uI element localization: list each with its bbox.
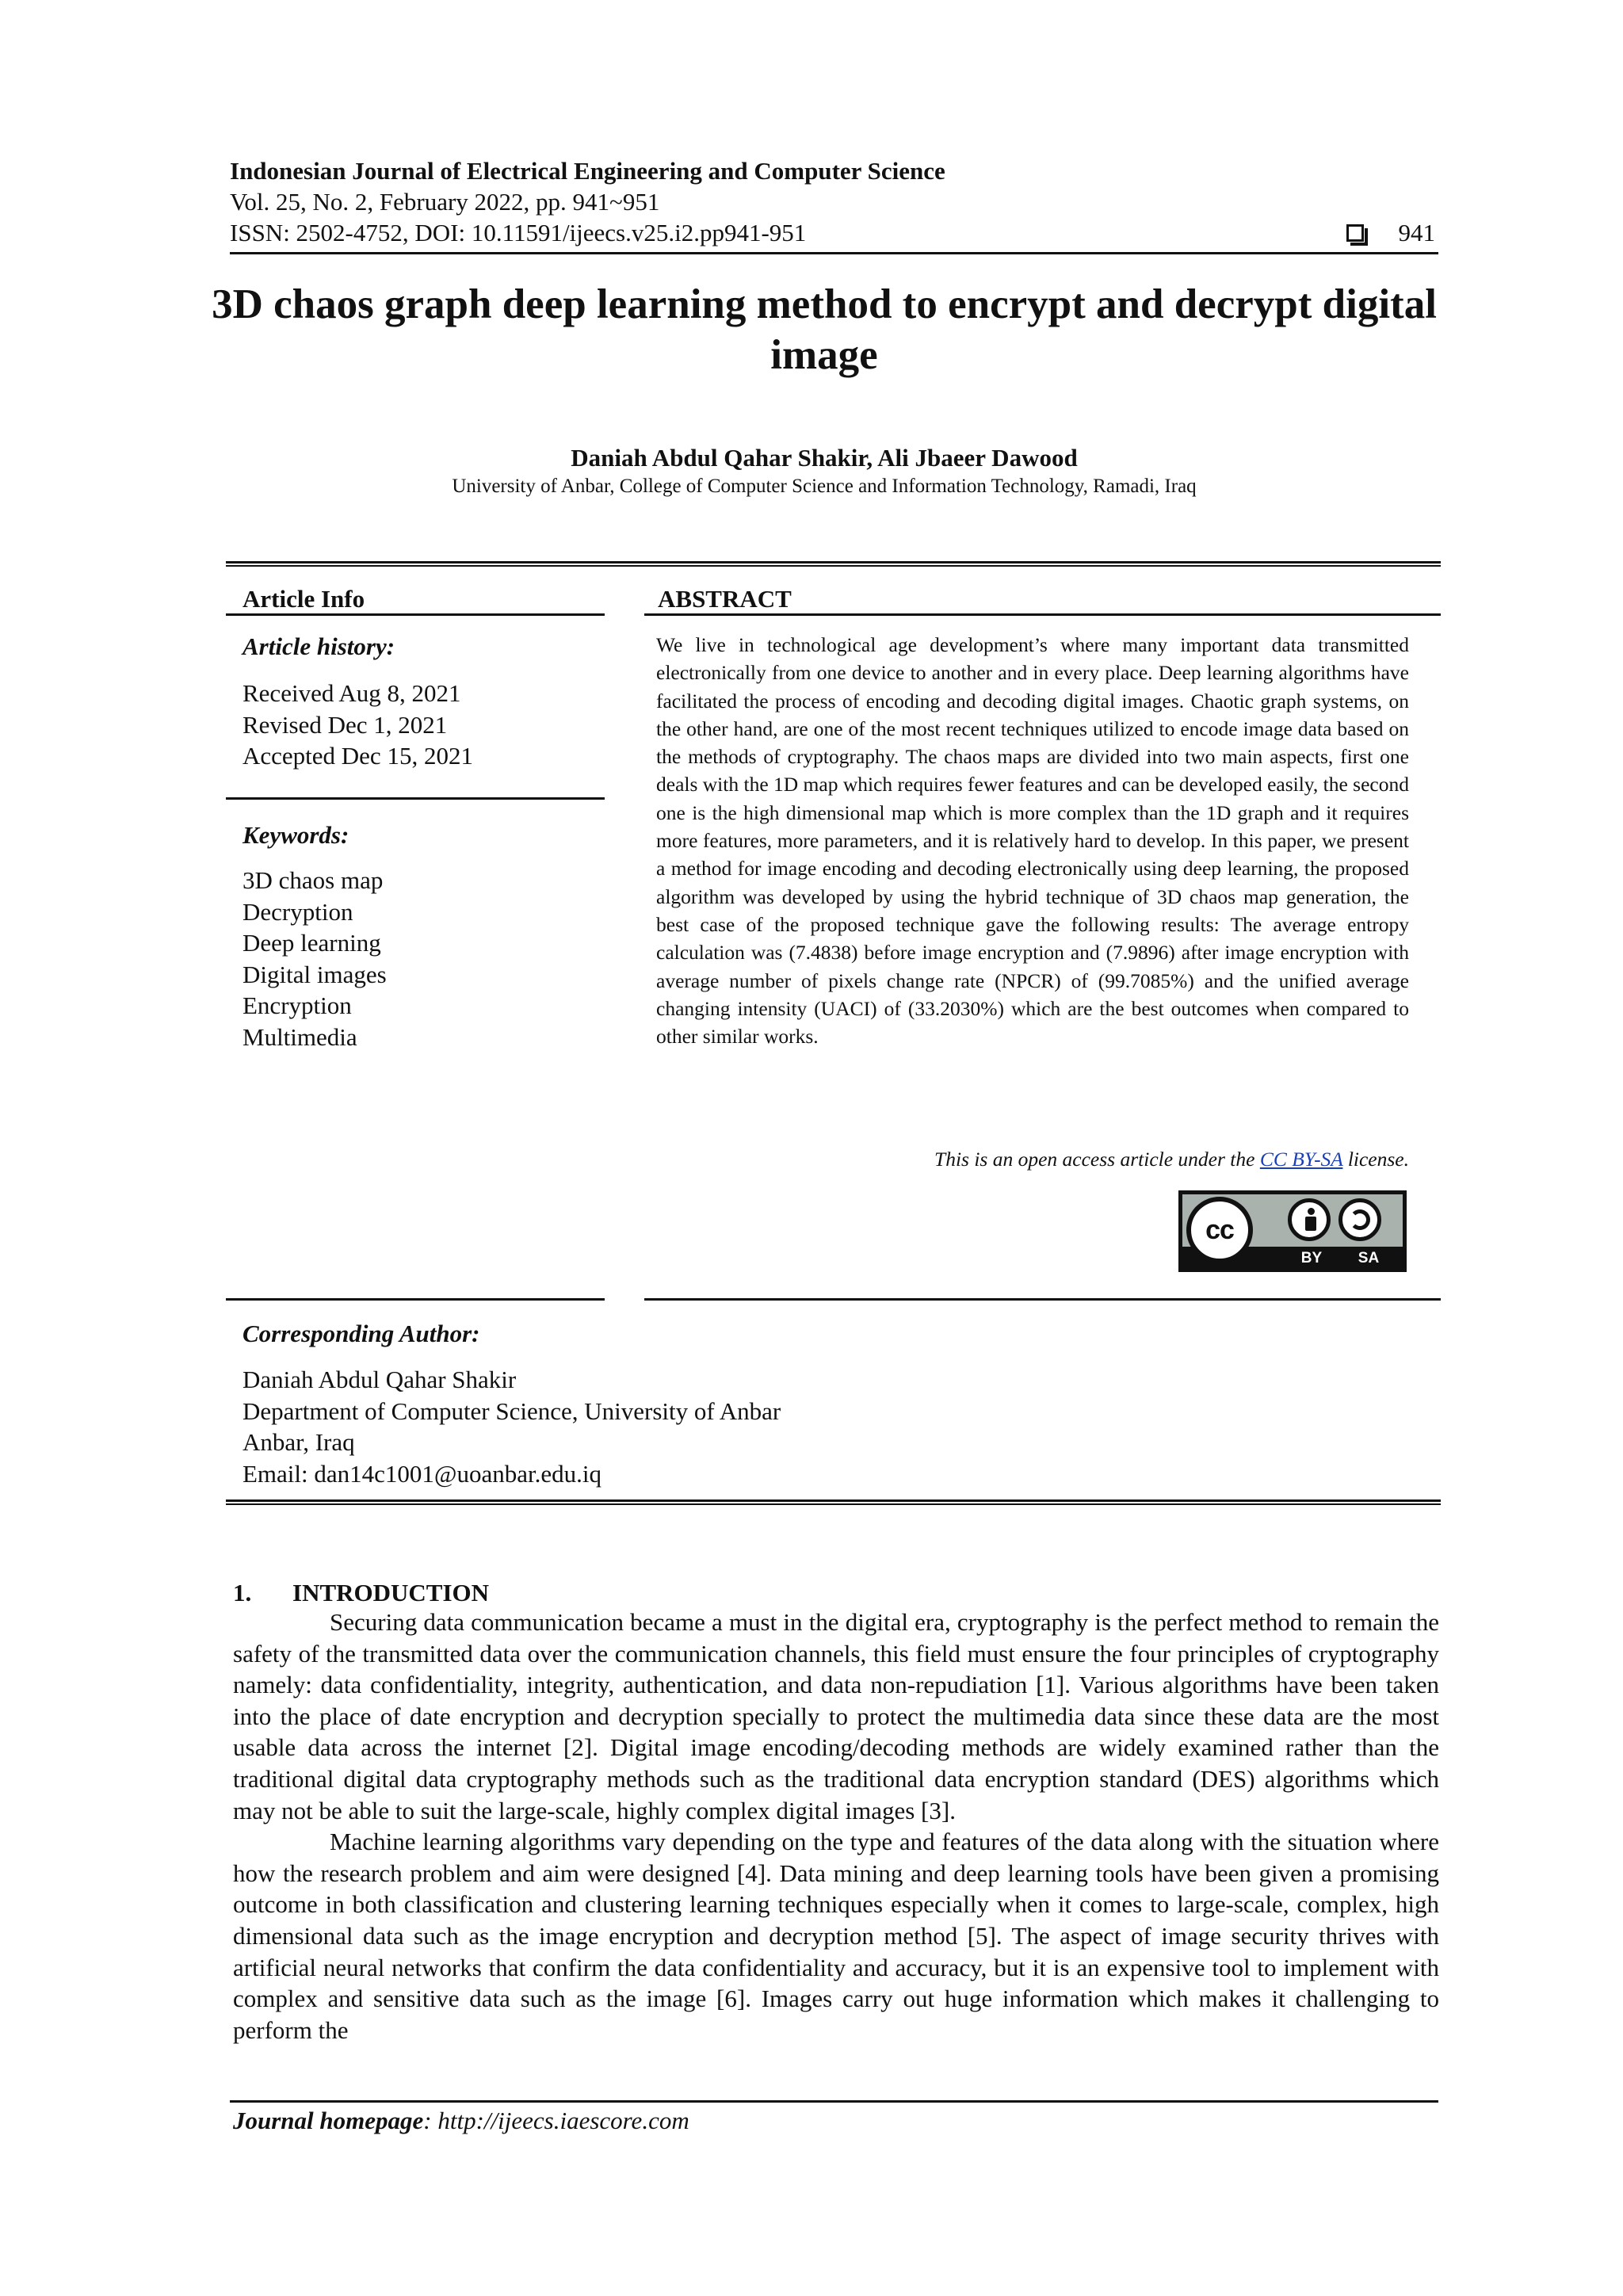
- license-suffix: license.: [1347, 1148, 1409, 1171]
- accepted-date: Accepted Dec 15, 2021: [242, 742, 473, 770]
- abstract-text: We live in technological age development’s where many important data transmitted electronically from one device to another and in every place. Deep learning algorithms have facilitated the process of encoding and decoding digital images. Chaotic graph systems, on the other hand, are one of the most recent techniques utilized to encode image data based on the methods of cryptography. The chaos maps are divided into two main aspects, first one deals with the 1D map which requires fewer features and can be developed easily, the second one is the high dimensional map which is more complex than the 1D graph and it requires more features, more parameters, and it is relatively hard to develop. In this paper, we present a method for image encoding and decoding electronically using deep learning, the proposed algorithm was developed by using the hybrid technique of 3D chaos map generation, the best case of the proposed technique gave the following results: The average entropy calculation was (7.4838) before image encryption and (7.9896) after image encryption with average number of pixels change rate (NPCR) of (99.7085%) and the unified average changing intensity (UACI) of (33.2030%) which are the best outcomes when compared to other similar works.: [656, 633, 1409, 1049]
- page-number-group: [1346, 217, 1439, 248]
- paper-title: 3D chaos graph deep learning method to encrypt and decrypt digital image: [212, 281, 1437, 378]
- keyword: 3D chaos map: [242, 866, 384, 894]
- corresponding-heading: Corresponding Author:: [242, 1320, 480, 1347]
- badge-by-label: BY: [1300, 1250, 1323, 1266]
- info-top-rule-2: [226, 565, 1441, 567]
- running-header: [230, 155, 1438, 248]
- cc-logo-icon: [1186, 1197, 1253, 1263]
- keyword: Encryption: [242, 991, 352, 1019]
- corresponding-email: Email: dan14c1001@uoanbar.edu.iq: [242, 1459, 601, 1488]
- journal-homepage-link[interactable]: http://ijeecs.iaescore.com: [437, 2107, 689, 2134]
- corresponding-details: [242, 1364, 781, 1489]
- section-number: 1.: [233, 1579, 252, 1606]
- attribution-person-icon: [1288, 1198, 1331, 1241]
- keyword: Digital images: [242, 960, 387, 988]
- received-date: Received Aug 8, 2021: [242, 679, 461, 707]
- introduction-body: [233, 1606, 1439, 2046]
- paragraph: Machine learning algorithms vary depending on the type and features of the data along with the situation where how the research problem and aim were designed [4]. Data mining and deep learning tools have been given a promising outcome in both classification and clustering learning techniques especially when it comes to large-scale, complex, high dimensional data such as the image encryption and decryption method [5]. The aspect of image security thrives with artificial neural networks that confirm the data confidentiality and accuracy, but it is an expensive tool to implement with complex and sensitive data such as the image [6]. Images carry out huge information which makes it challenging to perform the: [233, 1828, 1439, 2044]
- keyword: Deep learning: [242, 929, 381, 957]
- corresponding-department: Department of Computer Science, University of Anbar: [242, 1396, 781, 1425]
- keyword: Decryption: [242, 897, 353, 926]
- issn-row: [230, 217, 1438, 248]
- page-footer: [233, 2105, 689, 2137]
- article-info-heading: Article Info: [242, 585, 365, 613]
- person-head: [1308, 1208, 1315, 1215]
- corresponding-rule-2: [226, 1503, 1441, 1505]
- badge-sa-label: SA: [1358, 1250, 1380, 1266]
- info-bottom-rule-left: [226, 1298, 605, 1301]
- info-bottom-rule-right: [644, 1298, 1441, 1301]
- issn-doi: ISSN: 2502-4752, DOI: 10.11591/ijeecs.v25.i2.pp941-951: [230, 219, 807, 246]
- journal-name: Indonesian Journal of Electrical Engineering and Computer Science: [230, 157, 945, 185]
- abstract-heading: ABSTRACT: [658, 585, 792, 613]
- paragraph: Securing data communication became a must in the digital era, cryptography is the perfect method to remain the safety of the transmitted data over the communication channels, this field must ensure the four principles of cryptography namely: data confidentiality, integrity, authentication, and data non-repudiation [1]. Various algorithms have been taken into the place of date encryption and decryption specially to protect the multimedia data since these data are the most usable data across the internet [2]. Digital image encoding/decoding methods are widely examined rather than the traditional digital data cryptography methods such as the traditional data encryption standard (DES) algorithms which may not be able to suit the large-scale, highly complex digital images [3].: [233, 1608, 1439, 1824]
- history-list: [242, 678, 473, 772]
- cc-by-sa-badge[interactable]: [1178, 1190, 1407, 1272]
- header-rule: [230, 252, 1438, 254]
- footer-label: Journal homepage: [233, 2107, 424, 2134]
- keywords-list: [242, 865, 387, 1052]
- revised-date: Revised Dec 1, 2021: [242, 710, 448, 739]
- keywords-heading: Keywords:: [242, 821, 349, 849]
- keywords-rule: [226, 797, 605, 800]
- corresponding-location: Anbar, Iraq: [242, 1428, 355, 1456]
- cc-logo-text: cc: [1205, 1214, 1234, 1245]
- info-top-rule: [226, 561, 1441, 563]
- share-alike-arc: [1350, 1209, 1370, 1230]
- abstract-rule: [644, 613, 1441, 616]
- badge-labels: [1283, 1250, 1397, 1267]
- keyword: Multimedia: [242, 1022, 357, 1051]
- license-prefix: This is an open access article under the: [934, 1148, 1255, 1171]
- license-statement: [656, 1146, 1409, 1173]
- affiliation: University of Anbar, College of Computer Science and Information Technology, Ramadi, Iraq: [452, 476, 1197, 497]
- share-alike-icon: [1338, 1198, 1381, 1241]
- person-body: [1305, 1217, 1316, 1231]
- article-info-rule: [226, 613, 605, 616]
- license-link[interactable]: CC BY-SA: [1259, 1148, 1343, 1171]
- section-title: INTRODUCTION: [292, 1579, 490, 1606]
- section-heading: [233, 1578, 489, 1608]
- corresponding-name: Daniah Abdul Qahar Shakir: [242, 1366, 517, 1393]
- footer-separator: :: [423, 2107, 438, 2134]
- author-list: Daniah Abdul Qahar Shakir, Ali Jbaeer Dawood: [571, 444, 1078, 472]
- square-box-icon: [1346, 224, 1364, 242]
- corresponding-rule: [226, 1499, 1441, 1502]
- volume-info: Vol. 25, No. 2, February 2022, pp. 941~951: [230, 188, 660, 216]
- history-heading: Article history:: [242, 632, 395, 660]
- page-number: 941: [1398, 219, 1435, 246]
- footer-rule: [230, 2100, 1438, 2103]
